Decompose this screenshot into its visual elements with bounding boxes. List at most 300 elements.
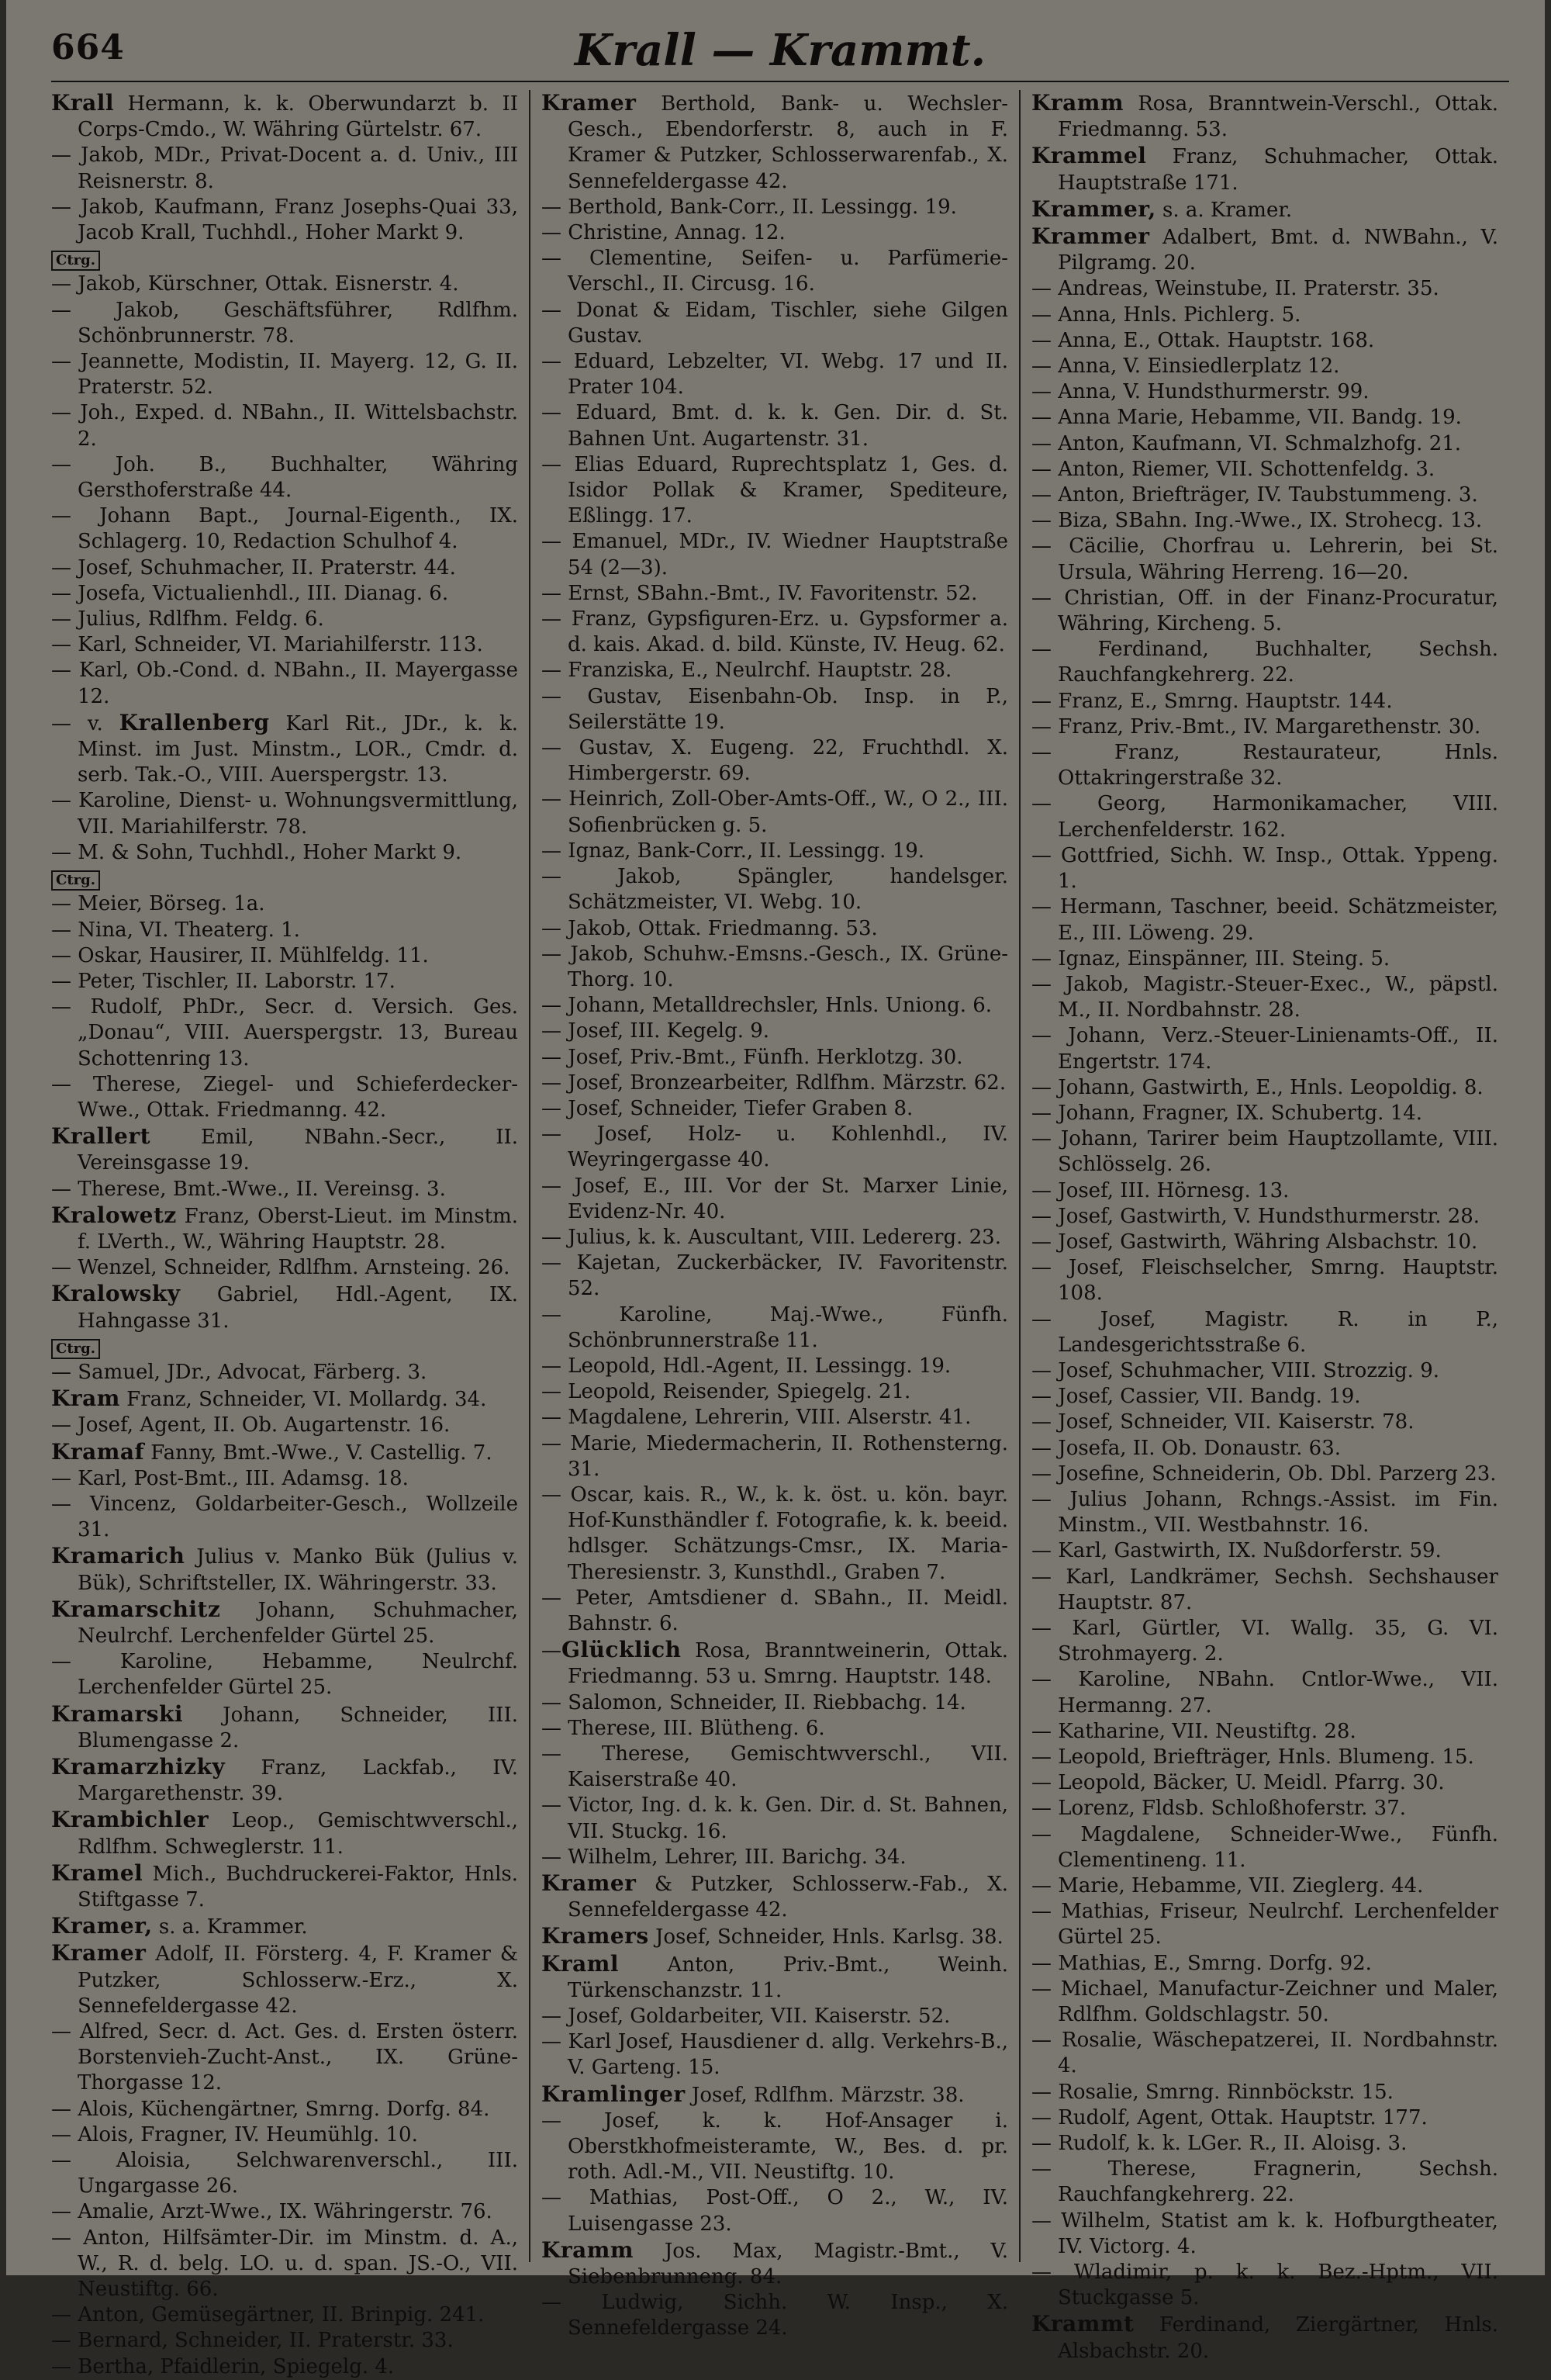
directory-entry [1031,534,1498,585]
directory-entry [1031,1822,1498,1873]
entry-text: — Karl, Landkrämer, Sechsh. Sechshauser Hauptstr. 87. [1031,1565,1498,1614]
entry-text: — Elias Eduard, Ruprechtsplatz 1, Ges. d. Isidor Pollak & Kramer, Spediteure, Eßlingg. 17. [541,452,1008,528]
entry-text: — Jakob, Spängler, handelsger. Schätzmeister, VI. Webg. 10. [541,865,1008,915]
entry-text: — Franz, E., Smrng. Hauptstr. 144. [1031,689,1393,713]
entry-surname: Kramel [51,1859,143,1886]
directory-entry [1031,1384,1498,1410]
entry-text: — Jakob, MDr., Privat-Docent a. d. Univ., III Reisnerstr. 8. [51,144,518,193]
directory-entry [51,1413,518,1438]
columns [51,90,1509,2378]
directory-entry [541,581,1008,607]
directory-entry [51,2199,518,2225]
column-2 [530,90,1021,2340]
entry-text: — Julius, k. k. Auscultant, VIII. Ledererg. 23. [541,1225,1001,1249]
entry-text: — Samuel, JDr., Advocat, Färberg. 3. [51,1360,427,1384]
entry-text: — Berthold, Bank-Corr., II. Lessingg. 19. [541,195,957,219]
entry-text: Rosa, Branntwein-Verschl., Ottak. Friedmanng. 53. [1058,92,1498,142]
entry-surname: Glücklich [561,1637,682,1663]
entry-text: — Josef, Schuhmacher, VIII. Strozzig. 9. [1031,1358,1440,1382]
entry-text: — Karl, Gastwirth, IX. Nußdorferstr. 59. [1031,1539,1442,1563]
entry-text: — Meier, Börseg. 1a. [51,892,265,916]
entry-text: — Clementine, Seifen- u. Parfümerie-Verschl., II. Circusg. 16. [541,247,1008,296]
entry-text: — Peter, Amtsdiener d. SBahn., II. Meidl. Bahnstr. 6. [541,1586,1008,1635]
entry-text: Johann, Schuhmacher, Neulrchf. Lerchenfelder Gürtel 25. [78,1598,518,1648]
directory-entry [541,1742,1008,1793]
directory-entry [1031,405,1498,431]
entry-text: — Josef, Bronzearbeiter, Rdlfhm. Märzstr. 62. [541,1071,1007,1095]
directory-entry [51,452,518,503]
directory-entry [51,503,518,555]
entry-text: — [541,1639,561,1663]
directory-entry [1031,1770,1498,1796]
entry-text: Rosa, Branntweinerin, Ottak. Friedmanng. 53 u. Smrng. Hauptstr. 148. [568,1639,1008,1689]
entry-text: — Oscar, kais. R., W., k. k. öst. u. kön. bayr. Hof-Kunsthändler f. Fotografie, k. k. beeid. hdlsger. Schätzungs-Cmsr., IX. Maria-Theresienstr. 3, Kunsthdl., Graben 7. [541,1482,1008,1584]
directory-entry [51,607,518,632]
directory-entry [541,1405,1008,1430]
entry-text: — Jakob, Schuhw.-Emsns.-Gesch., IX. Grüne-Thorg. 10. [541,942,1008,991]
entry-surname: Krallenberg [119,709,270,735]
entry-text: — Franziska, E., Neulrchf. Hauptstr. 28. [541,659,952,683]
entry-text: — Franz, Priv.-Bmt., IV. Margarethenstr. 30. [1031,714,1481,739]
directory-entry [541,942,1008,993]
entry-text: — Leopold, Bäcker, U. Meidl. Pfarrg. 30. [1031,1771,1445,1795]
entry-text: — Leopold, Reisender, Spiegelg. 21. [541,1380,911,1404]
directory-entry [541,1716,1008,1742]
entry-text: — Lorenz, Fldsb. Schloßhoferstr. 37. [1031,1797,1407,1821]
directory-entry [1031,196,1498,223]
entry-text: — Karl Josef, Hausdiener d. allg. Verkehrs-B., V. Garteng. 15. [541,2030,1008,2080]
entry-text: Fanny, Bmt.-Wwe., V. Castellig. 7. [144,1441,492,1465]
directory-entry [541,1793,1008,1844]
entry-text: — Rudolf, PhDr., Secr. d. Versich. Ges. „Donau“, VIII. Auerspergstr. 13, Bureau Schottenring 13. [51,995,518,1071]
entry-text: — Josefine, Schneiderin, Ob. Dbl. Parzerg 23. [1031,1462,1497,1486]
directory-entry [51,2328,518,2354]
directory-entry [1031,1255,1498,1306]
entry-text: — Ernst, SBahn.-Bmt., IV. Favoritenstr. 52. [541,581,978,605]
entry-text: — Rosalie, Smrng. Rinnböckstr. 15. [1031,2080,1394,2104]
column-3 [1021,90,1509,2363]
entry-text: — Peter, Tischler, II. Laborstr. 17. [51,969,396,993]
directory-entry [541,1225,1008,1251]
directory-entry [1031,1204,1498,1230]
directory-entry [1031,1487,1498,1538]
entry-text: — Johann, Gastwirth, E., Hnls. Leopoldig. 8. [1031,1075,1484,1099]
directory-entry [541,2004,1008,2029]
entry-text: — Anton, Kaufmann, VI. Schmalzhofg. 21. [1031,431,1462,455]
directory-entry [51,195,518,246]
directory-entry [541,1251,1008,1302]
entry-text: — M. & Sohn, Tuchhdl., Hoher Markt 9. [51,840,462,864]
entry-text: — Anna Marie, Hebamme, VII. Bandg. 19. [1031,406,1462,430]
entry-text: — Rudolf, Agent, Ottak. Hauptstr. 177. [1031,2105,1428,2129]
entry-text: — Karl, Schneider, VI. Mariahilferstr. 113. [51,633,483,657]
directory-entry [1031,2311,1498,2364]
entry-text: — Donat & Eidam, Tischler, siehe Gilgen Gustav. [541,298,1008,348]
entry-text: — Jeannette, Modistin, II. Mayerg. 12, G. II. Praterstr. 52. [51,350,518,400]
directory-entry [1031,1075,1498,1101]
entry-text: — Jakob, Kaufmann, Franz Josephs-Quai 33, Jacob Krall, Tuchhdl., Hoher Markt 9. [51,195,518,245]
entry-surname: Kramaf [51,1438,145,1465]
directory-entry [51,555,518,581]
entry-surname: Krammer [1031,223,1150,250]
entry-text: — Wladimir, p. k. k. Bez.-Hptm., VII. Stuckgasse 5. [1031,2261,1498,2310]
entry-surname: Krall [51,90,115,116]
entry-text: — Alfred, Secr. d. Act. Ges. d. Ersten österr. Borstenvieh-Zucht-Anst., IX. Grüne-Thorgasse 12. [51,2020,518,2095]
entry-surname: Kralowsky [51,1281,181,1307]
directory-entry [51,2019,518,2097]
entry-text: Jos. Max, Magistr.-Bmt., V. Siebenbrunneng. 84. [568,2239,1008,2289]
directory-entry [51,632,518,658]
running-title: Krall — Krammt. [574,25,986,76]
directory-entry [1031,972,1498,1023]
directory-entry [1031,1745,1498,1770]
entry-text: Ferdinand, Ziergärtner, Hnls. Alsbachstr. 20. [1058,2313,1498,2363]
entry-text: — Marie, Hebamme, VII. Zieglerg. 44. [1031,1874,1424,1898]
directory-entry [51,2302,518,2328]
directory-entry [541,1951,1008,2004]
directory-entry [541,2029,1008,2081]
directory-entry [541,658,1008,683]
page-number: 664 [51,28,125,67]
entry-text: — Wilhelm, Statist am k. k. Hofburgtheater, IV. Victorg. 4. [1031,2209,1498,2258]
entry-surname: Kramlinger [541,2081,686,2107]
directory-entry [541,400,1008,451]
entry-text: — Josef, III. Hörnesg. 13. [1031,1178,1290,1202]
entry-text: — Nina, VI. Theaterg. 1. [51,918,300,942]
entry-text: — Mathias, Post-Off., O 2., W., IV. Luisengasse 23. [541,2186,1008,2236]
entry-text: — Anton, Riemer, VII. Schottenfeldg. 3. [1031,457,1435,481]
directory-entry [541,993,1008,1019]
directory-entry [541,2081,1008,2108]
entry-text: — Mathias, E., Smrng. Dorfg. 92. [1031,1951,1372,1975]
directory-entry [1031,2131,1498,2157]
entry-text: — Josef, Gastwirth, Währing Alsbachstr. 10. [1031,1230,1478,1254]
directory-entry [1031,1951,1498,1977]
entry-text: — Johann Bapt., Journal-Eigenth., IX. Schlagerg. 10, Redaction Schulhof 4. [51,504,518,554]
entry-text: — Leopold, Hdl.-Agent, II. Lessingg. 19. [541,1354,952,1378]
directory-entry [1031,740,1498,791]
entry-text: — Josef, Schuhmacher, II. Praterstr. 44. [51,555,456,579]
entry-text: — Jakob, Ottak. Friedmanng. 53. [541,916,878,940]
directory-entry [541,349,1008,400]
directory-entry [51,1860,518,1913]
entry-text: — Anna, Hnls. Pichlerg. 5. [1031,303,1301,327]
directory-entry [541,1071,1008,1096]
entry-surname: Kram [51,1385,120,1412]
directory-page [6,0,1545,2378]
directory-entry [51,2354,518,2380]
directory-entry [541,1690,1008,1716]
directory-entry [51,1754,518,1807]
directory-entry [51,995,518,1072]
directory-entry [51,840,518,866]
directory-entry [51,1255,518,1281]
entry-text: Anton, Priv.-Bmt., Weinh. Türkenschanzstr. 11. [568,1953,1008,2002]
entry-text: — Georg, Harmonikamacher, VIII. Lerchenfelderstr. 162. [1031,792,1498,842]
entry-surname: Krammel [1031,143,1147,169]
directory-entry [51,2122,518,2148]
entry-surname: Kramm [1031,90,1124,116]
directory-entry [1031,843,1498,894]
directory-entry [51,298,518,349]
directory-entry [1031,1230,1498,1255]
directory-entry [541,2237,1008,2290]
entry-text: — Josefa, II. Ob. Donaustr. 63. [1031,1436,1342,1460]
entry-text: — Anton, Gemüsegärtner, II. Brinpig. 241. [51,2303,485,2327]
entry-text: — Mathias, Friseur, Neulrchf. Lerchenfelder Gürtel 25. [1031,1900,1498,1949]
entry-surname: Kramarzhizky [51,1754,226,1780]
entry-text: — Karl, Ob.-Cond. d. NBahn., II. Mayergasse 12. [51,659,518,708]
entry-text: — Johann, Metalldrechsler, Hnls. Uniong. 6. [541,994,993,1018]
directory-entry [51,969,518,995]
entry-text: — Kajetan, Zuckerbäcker, IV. Favoritenstr. 52. [541,1251,1008,1301]
entry-badge: Ctrg. [51,251,100,271]
directory-entry [1031,689,1498,714]
directory-entry [51,1913,518,1940]
directory-entry [1031,457,1498,483]
directory-entry [1031,2260,1498,2311]
directory-entry [51,1177,518,1202]
entry-text: Josef, Rdlfhm. Märzstr. 38. [685,2083,965,2107]
directory-entry [1031,1126,1498,1178]
directory-entry [51,400,518,451]
directory-entry [1031,223,1498,276]
directory-entry [51,2097,518,2122]
entry-text: Franz, Schuhmacher, Ottak. Hauptstraße 171. [1058,145,1498,195]
directory-entry [1031,2080,1498,2105]
directory-entry [541,1354,1008,1379]
entry-text: Franz, Schneider, VI. Mollardg. 34. [119,1388,487,1412]
directory-entry [51,1202,518,1255]
entry-text: Adolf, II. Försterg. 4, F. Kramer & Putzker, Schlosserw.-Erz., X. Sennefeldergasse 42. [78,1942,518,2018]
directory-entry [541,1870,1008,1923]
entry-text: — Therese, Fragnerin, Sechsh. Rauchfangkehrerg. 22. [1031,2157,1498,2207]
directory-entry [541,195,1008,220]
entry-text: — Anton, Briefträger, IV. Taubstummeng. 3. [1031,483,1478,507]
entry-text: — Therese, III. Blütheng. 6. [541,1716,825,1740]
entry-text: — Ignaz, Bank-Corr., II. Lessingg. 19. [541,839,925,863]
directory-entry [541,2290,1008,2341]
directory-entry [1031,1616,1498,1667]
directory-entry [1031,1436,1498,1462]
entry-badge: Ctrg. [51,870,100,891]
directory-entry [51,1439,518,1466]
entry-text: — Rosalie, Wäschepatzerei, II. Nordbahnstr. 4. [1031,2029,1498,2078]
directory-entry [1031,431,1498,457]
directory-entry [541,1122,1008,1173]
directory-entry [541,607,1008,658]
directory-entry [541,298,1008,349]
entry-surname: Kramer [51,1940,147,1967]
entry-text: — Karl, Post-Bmt., III. Adamsg. 18. [51,1466,409,1490]
directory-entry [1031,2105,1498,2131]
directory-entry [1031,1899,1498,1950]
directory-entry [541,1845,1008,1870]
entry-text: — Bertha, Pfaidlerin, Spiegelg. 4. [51,2354,395,2378]
entry-surname: Kraml [541,1950,619,1977]
directory-entry [541,1019,1008,1044]
entry-text: — Karl, Gürtler, VI. Wallg. 35, G. VI. Strohmayerg. 2. [1031,1616,1498,1666]
directory-entry [51,349,518,400]
entry-text: — Victor, Ing. d. k. k. Gen. Dir. d. St. Bahnen, VII. Stuckg. 16. [541,1794,1008,1843]
directory-entry [1031,379,1498,405]
entry-badge: Ctrg. [51,1339,100,1359]
entry-surname: Kramer, [51,1913,153,1939]
directory-entry [541,1096,1008,1122]
directory-entry [51,891,518,917]
directory-entry [1031,946,1498,972]
entry-surname: Krallert [51,1123,151,1150]
entry-text: — Anna, V. Einsiedlerplatz 12. [1031,355,1340,379]
entry-text: — Therese, Bmt.-Wwe., II. Vereinsg. 3. [51,1177,446,1201]
entry-surname: Kramarschitz [51,1596,221,1622]
entry-text: — Karoline, Maj.-Wwe., Fünfh. Schönbrunnerstraße 11. [541,1302,1008,1352]
entry-text: — Josef, Schneider, Tiefer Graben 8. [541,1096,914,1120]
entry-text: — Josef, Schneider, VII. Kaiserstr. 78. [1031,1410,1415,1434]
entry-text: — Vincenz, Goldarbeiter-Gesch., Wollzeile 31. [51,1492,518,1542]
directory-entry [541,916,1008,942]
entry-surname: Kramer [541,1870,637,1897]
column-1 [51,90,530,2378]
entry-text: — Magdalene, Schneider-Wwe., Fünfh. Clementineng. 11. [1031,1822,1498,1872]
directory-entry [1031,894,1498,946]
directory-entry [541,1637,1008,1690]
directory-entry [1031,1178,1498,1204]
directory-entry [1031,1462,1498,1487]
directory-entry [1031,637,1498,688]
directory-entry [541,1431,1008,1482]
directory-entry [51,918,518,943]
entry-text: — Christine, Annag. 12. [541,221,786,245]
directory-entry [1031,328,1498,354]
directory-entry [1031,90,1498,143]
entry-text: — Amalie, Arzt-Wwe., IX. Währingerstr. 76. [51,2200,492,2224]
entry-text: — Wenzel, Schneider, Rdlfhm. Arnsteing. 26. [51,1256,510,1280]
entry-text: — Alois, Fragner, IV. Heumühlg. 10. [51,2122,418,2146]
directory-entry [541,1379,1008,1405]
directory-entry [51,2148,518,2199]
entry-text: Karl Rit., JDr., k. k. Minst. im Just. Minstm., LOR., Cmdr. d. serb. Tak.-O., VIII. Auerspergstr. 13. [78,711,518,787]
entry-text: s. a. Kramer. [1155,198,1293,222]
directory-entry [51,1940,518,2019]
directory-entry [51,90,518,143]
entry-text: — Josefa, Victualienhdl., III. Dianag. 6. [51,581,449,605]
entry-text: — Josef, Holz- u. Kohlenhdl., IV. Weyringergasse 40. [541,1123,1008,1172]
entry-surname: Kramer [541,90,637,116]
directory-entry [1031,2157,1498,2208]
directory-entry [1031,2028,1498,2079]
directory-entry [51,1701,518,1754]
entry-text: — Therese, Gemischtwverschl., VII. Kaiserstraße 40. [541,1742,1008,1792]
directory-entry [51,1543,518,1596]
entry-surname: Kramarich [51,1543,185,1569]
directory-entry [51,143,518,194]
directory-entry [51,1492,518,1543]
directory-entry [541,246,1008,297]
entry-text: — Anna, V. Hundsthurmerstr. 99. [1031,380,1370,404]
directory-entry [541,1923,1008,1950]
page-header [51,23,1509,82]
directory-entry [1031,143,1498,195]
directory-entry [541,452,1008,530]
entry-text: — Bernard, Schneider, II. Praterstr. 33. [51,2329,454,2353]
entry-text: — v. [51,711,119,735]
entry-text: — Emanuel, MDr., IV. Wiedner Hauptstraße 54 (2—3). [541,530,1008,579]
directory-entry [1031,276,1498,302]
directory-entry [1031,1565,1498,1616]
entry-text: — Magdalene, Lehrerin, VIII. Alserstr. 41. [541,1406,972,1430]
directory-entry [541,1302,1008,1354]
entry-text: — Johann, Verz.-Steuer-Linienamts-Off., II. Engertstr. 174. [1031,1024,1498,1074]
entry-text: — Gustav, X. Eugeng. 22, Fruchthdl. X. Himbergerstr. 69. [541,736,1008,786]
directory-entry [1031,1358,1498,1384]
directory-entry [541,1045,1008,1071]
entry-text: — Heinrich, Zoll-Ober-Amts-Off., W., O 2., III. Sofienbrücken g. 5. [541,787,1008,837]
entry-text: — Johann, Fragner, IX. Schubertg. 14. [1031,1101,1423,1125]
entry-text: — Julius, Rdlfhm. Feldg. 6. [51,607,324,631]
entry-text: Johann, Schneider, III. Blumengasse 2. [78,1703,518,1752]
entry-text: — Oskar, Hausirer, II. Mühlfeldg. 11. [51,943,429,967]
entry-text: — Josef, III. Kegelg. 9. [541,1019,770,1043]
entry-text: — Josef, Fleischselcher, Smrng. Hauptstr. 108. [1031,1256,1498,1306]
entry-surname: Krambichler [51,1807,209,1833]
directory-entry [1031,303,1498,328]
entry-text: Hermann, k. k. Oberwundarzt b. II Corps-Cmdo., W. Währing Gürtelstr. 67. [78,92,518,142]
entry-text: Adalbert, Bmt. d. NWBahn., V. Pilgramg. 20. [1058,226,1498,275]
directory-entry [51,1334,518,1360]
entry-text: — Therese, Ziegel- und Schieferdecker-Wwe., Ottak. Friedmanng. 42. [51,1072,518,1122]
directory-entry [51,272,518,297]
entry-text: Gabriel, Hdl.-Agent, IX. Hahngasse 31. [78,1283,518,1333]
entry-text: — Anna, E., Ottak. Hauptstr. 168. [1031,328,1375,352]
entry-text: — Julius Johann, Rchngs.-Assist. im Fin. Minstm., VII. Westbahnstr. 16. [1031,1487,1498,1538]
directory-entry [51,1649,518,1700]
entry-text: — Joh. B., Buchhalter, Währing Gersthoferstraße 44. [51,452,518,503]
entry-text: & Putzker, Schlosserw.-Fab., X. Sennefeldergasse 42. [568,1873,1008,1922]
entry-text: Emil, NBahn.-Secr., II. Vereinsgasse 19. [78,1126,518,1175]
directory-entry [541,90,1008,195]
entry-text: — Jakob, Kürschner, Ottak. Eisnerstr. 4. [51,272,459,296]
entry-text: — Jakob, Geschäftsführer, Rdlfhm. Schönbrunnerstr. 78. [51,298,518,348]
entry-surname: Krammer, [1031,195,1156,222]
directory-entry [51,866,518,891]
entry-text: — Alois, Küchengärtner, Smrng. Dorfg. 84. [51,2097,490,2121]
directory-entry [51,1385,518,1413]
directory-entry [51,710,518,789]
directory-entry [1031,1023,1498,1074]
directory-entry [51,1072,518,1123]
entry-surname: Kramarski [51,1700,184,1727]
directory-entry [541,529,1008,580]
entry-text: — Josef, Priv.-Bmt., Fünfh. Herklotzg. 30. [541,1045,963,1069]
directory-entry [1031,714,1498,740]
directory-entry [1031,1796,1498,1821]
entry-text: — Joh., Exped. d. NBahn., II. Wittelsbachstr. 2. [51,401,518,451]
entry-text: — Ferdinand, Buchhalter, Sechsh. Rauchfangkehrerg. 22. [1031,638,1498,687]
entry-text: — Cäcilie, Chorfrau u. Lehrerin, bei St. Ursula, Währing Herreng. 16—20. [1031,534,1498,584]
entry-text: — Josef, k. k. Hof-Ansager i. Oberstkhofmeisteramte, W., Bes. d. pr. roth. Adl.-M., VII. Neustiftg. 10. [541,2108,1008,2185]
entry-surname: Krammt [1031,2311,1135,2337]
directory-entry [1031,1101,1498,1126]
entry-text: — Jakob, Magistr.-Steuer-Exec., W., päpstl. M., II. Nordbahnstr. 28. [1031,972,1498,1022]
directory-entry [51,788,518,839]
entry-text: — Josef, Gastwirth, V. Hundsthurmerstr. 28. [1031,1204,1480,1228]
entry-text: — Christian, Off. in der Finanz-Procuratur, Währing, Kircheng. 5. [1031,586,1498,636]
entry-text: Julius v. Manko Bük (Julius v. Bük), Schriftsteller, IX. Währingerstr. 33. [78,1545,518,1595]
directory-entry [541,839,1008,864]
entry-text: — Andreas, Weinstube, II. Praterstr. 35. [1031,277,1439,301]
directory-entry [1031,1667,1498,1718]
